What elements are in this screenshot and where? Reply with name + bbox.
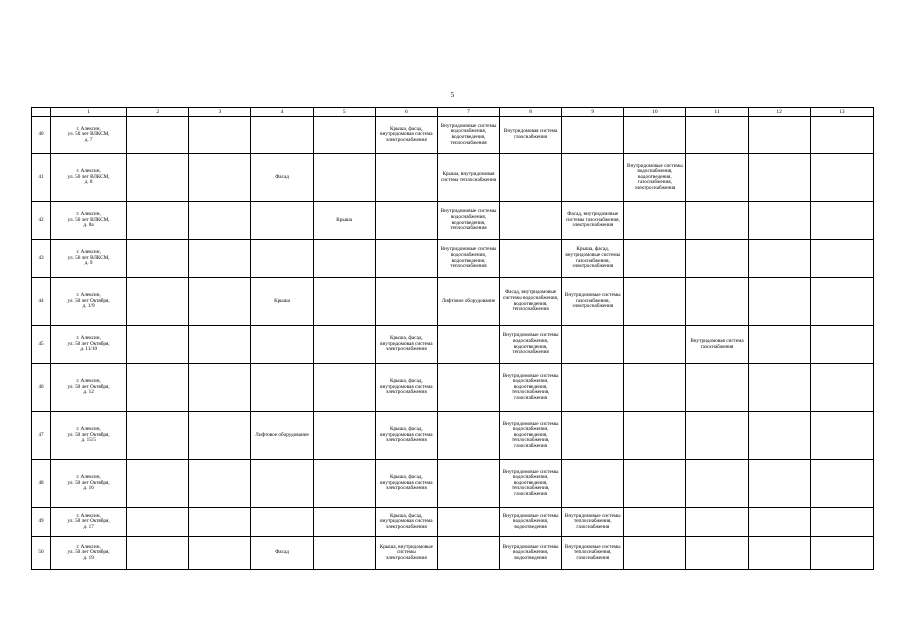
work-cell <box>748 154 810 202</box>
work-cell: Внутридомовые системы водоснабжения, водоотведения, теплоснабжения <box>437 117 499 154</box>
address-cell <box>51 278 127 326</box>
address-cell <box>51 508 127 537</box>
work-cell: Внутридомовые системы водоснабжения, водоотведения <box>500 508 562 537</box>
work-cell <box>686 537 748 570</box>
table-row <box>32 278 874 326</box>
work-cell: Внутридомовые системы водоснабжения, водоотведения, теплоснабжения, газоснабжения <box>500 460 562 508</box>
work-cell <box>313 154 375 202</box>
work-cell <box>313 412 375 460</box>
work-cell <box>500 240 562 278</box>
address-cell <box>51 460 127 508</box>
work-cell <box>748 460 810 508</box>
work-cell: Внутридомовые системы водоснабжения, водоотведения, газоснабжения, электроснабжения <box>624 154 686 202</box>
table-row <box>32 460 874 508</box>
address-cell <box>51 537 127 570</box>
work-cell: Крыша, фасад, внутридомовая система электроснабжения <box>375 460 437 508</box>
work-cell: Крыша <box>251 278 313 326</box>
address-line: д. 19 <box>83 554 94 561</box>
address-line: г. Алексин, <box>76 335 101 342</box>
column-header: 2 <box>127 108 189 117</box>
address-line: д. 15/5 <box>81 437 96 444</box>
work-cell <box>375 278 437 326</box>
work-cell: Фасад, внутридомовые системы водоснабжения, водоотведения, теплоснабжения <box>500 278 562 326</box>
work-cell: Крыша, фасад, внутридомовая система электроснабжения <box>375 412 437 460</box>
work-cell: Крыша <box>313 202 375 240</box>
table-row <box>32 364 874 412</box>
work-cell <box>127 326 189 364</box>
work-cell <box>189 202 251 240</box>
column-header: 10 <box>624 108 686 117</box>
work-cell <box>189 278 251 326</box>
column-header: 3 <box>189 108 251 117</box>
work-cell <box>127 117 189 154</box>
work-cell <box>686 460 748 508</box>
work-cell: Крыша, фасад, внутридомовые системы газоснабжения, электроснабжения <box>562 240 624 278</box>
work-cell <box>686 508 748 537</box>
address-line: д. 17 <box>83 523 94 530</box>
work-cell <box>437 460 499 508</box>
address-line: ул. 50 лет ВЛКСМ, <box>67 216 110 223</box>
address-line: г. Алексин, <box>76 426 101 433</box>
work-cell <box>624 460 686 508</box>
work-cell <box>624 364 686 412</box>
work-cell <box>437 326 499 364</box>
work-cell <box>748 412 810 460</box>
address-line: г. Алексин, <box>76 543 101 550</box>
address-line: д. 8 <box>84 179 93 186</box>
work-cell <box>127 412 189 460</box>
work-cell <box>127 278 189 326</box>
address-line: г. Алексин, <box>76 211 101 218</box>
work-cell <box>313 240 375 278</box>
work-cell <box>500 154 562 202</box>
column-header: 8 <box>500 108 562 117</box>
work-cell <box>810 364 873 412</box>
work-cell <box>313 508 375 537</box>
table-row <box>32 154 874 202</box>
repair-schedule-table <box>31 107 874 570</box>
work-cell <box>251 202 313 240</box>
address-line: ул. 50 лет Октября, <box>67 297 110 304</box>
work-cell <box>748 202 810 240</box>
row-number: 46 <box>32 364 51 412</box>
address-line: д. 7 <box>84 136 93 143</box>
work-cell <box>748 364 810 412</box>
address-line: ул. 50 лет ВЛКСМ, <box>67 173 110 180</box>
table-row <box>32 412 874 460</box>
work-cell: Крыша, фасад, внутридомовая система электроснабжения <box>375 364 437 412</box>
work-cell: Крыша, фасад, внутридомовая система электроснабжения <box>375 117 437 154</box>
work-cell <box>562 460 624 508</box>
work-cell <box>686 240 748 278</box>
work-cell: Внутридомовые системы водоснабжения, водоотведения, теплоснабжения, газоснабжения <box>500 412 562 460</box>
work-cell: Лифтовое оборудование <box>251 412 313 460</box>
address-line: д. 1/9 <box>82 303 95 310</box>
address-line: ул. 50 лет Октября, <box>67 340 110 347</box>
column-header: 1 <box>51 108 127 117</box>
work-cell: Внутридомовые системы водоснабжения, водоотведения, теплоснабжения <box>437 202 499 240</box>
work-cell <box>686 117 748 154</box>
row-number: 45 <box>32 326 51 364</box>
row-number: 41 <box>32 154 51 202</box>
address-line: д. 8а <box>83 222 94 229</box>
address-line: д. 9 <box>84 260 93 267</box>
work-cell <box>127 537 189 570</box>
work-cell <box>251 240 313 278</box>
work-cell <box>189 326 251 364</box>
work-cell: Внутридомовые системы газоснабжения, электроснабжения <box>562 278 624 326</box>
address-line: г. Алексин, <box>76 292 101 299</box>
work-cell <box>748 240 810 278</box>
work-cell <box>313 364 375 412</box>
work-cell <box>748 117 810 154</box>
address-line: г. Алексин, <box>76 125 101 132</box>
work-cell <box>562 364 624 412</box>
address-line: ул. 50 лет Октября, <box>67 518 110 525</box>
page-number: 5 <box>450 91 455 99</box>
work-cell <box>624 412 686 460</box>
work-cell <box>500 202 562 240</box>
work-cell: Крыша, фасад, внутридомовая система электроснабжения <box>375 508 437 537</box>
work-cell: Внутридомовые системы водоснабжения, водоотведения, теплоснабжения <box>500 326 562 364</box>
table-row <box>32 117 874 154</box>
address-line: г. Алексин, <box>76 378 101 385</box>
work-cell <box>624 508 686 537</box>
row-number: 49 <box>32 508 51 537</box>
header-row <box>32 108 874 117</box>
work-cell: Крыша, фасад, внутридомовая система электроснабжения <box>375 326 437 364</box>
table-row <box>32 202 874 240</box>
column-header: 4 <box>251 108 313 117</box>
work-cell <box>624 278 686 326</box>
work-cell: Крыша, внутридомовые системы электроснабжения <box>375 537 437 570</box>
work-cell <box>810 278 873 326</box>
work-cell <box>562 326 624 364</box>
work-cell <box>686 412 748 460</box>
work-cell <box>748 278 810 326</box>
column-header: 12 <box>748 108 810 117</box>
work-cell <box>437 364 499 412</box>
work-cell <box>810 117 873 154</box>
address-cell <box>51 202 127 240</box>
work-cell <box>624 537 686 570</box>
work-cell <box>375 240 437 278</box>
address-line: д. 16 <box>83 485 94 492</box>
work-cell <box>127 364 189 412</box>
work-cell <box>810 508 873 537</box>
work-cell <box>127 460 189 508</box>
work-cell: Лифтовое оборудование <box>437 278 499 326</box>
work-cell <box>189 508 251 537</box>
work-cell <box>624 326 686 364</box>
address-cell <box>51 240 127 278</box>
work-cell <box>748 537 810 570</box>
work-cell <box>437 508 499 537</box>
work-cell <box>251 326 313 364</box>
column-header: 6 <box>375 108 437 117</box>
column-header: 9 <box>562 108 624 117</box>
address-cell <box>51 412 127 460</box>
work-cell <box>189 117 251 154</box>
work-cell <box>748 326 810 364</box>
row-number: 47 <box>32 412 51 460</box>
work-cell <box>127 240 189 278</box>
column-header: 11 <box>686 108 748 117</box>
address-line: ул. 50 лет Октября, <box>67 549 110 556</box>
address-cell <box>51 117 127 154</box>
table-row <box>32 508 874 537</box>
work-cell: Внутридомовые системы водоснабжения, водоотведения, теплоснабжения, газоснабжения <box>500 364 562 412</box>
address-cell <box>51 326 127 364</box>
work-cell <box>686 364 748 412</box>
table-row <box>32 326 874 364</box>
work-cell <box>375 202 437 240</box>
table-row <box>32 240 874 278</box>
work-cell <box>810 412 873 460</box>
work-cell: Внутридомовые системы водоснабжения, водоотведения <box>500 537 562 570</box>
work-cell: Фасад, внутридомовые системы газоснабжения, электроснабжения <box>562 202 624 240</box>
address-line: д. 11/10 <box>80 346 98 353</box>
work-cell <box>810 460 873 508</box>
address-line: г. Алексин, <box>76 168 101 175</box>
address-line: г. Алексин, <box>76 249 101 256</box>
work-cell <box>251 460 313 508</box>
address-line: г. Алексин, <box>76 474 101 481</box>
address-line: г. Алексин, <box>76 512 101 519</box>
work-cell <box>810 537 873 570</box>
work-cell <box>810 240 873 278</box>
work-cell <box>127 154 189 202</box>
work-cell <box>313 537 375 570</box>
work-cell <box>313 117 375 154</box>
work-cell <box>251 364 313 412</box>
address-cell <box>51 154 127 202</box>
work-cell <box>313 326 375 364</box>
table-body <box>32 117 874 570</box>
work-cell: Фасад <box>251 537 313 570</box>
work-cell <box>313 460 375 508</box>
work-cell <box>686 278 748 326</box>
column-header: 5 <box>313 108 375 117</box>
work-cell <box>189 460 251 508</box>
work-cell <box>748 508 810 537</box>
work-cell <box>189 364 251 412</box>
address-line: ул. 50 лет ВЛКСМ, <box>67 131 110 138</box>
work-cell <box>251 508 313 537</box>
work-cell <box>375 154 437 202</box>
row-number: 48 <box>32 460 51 508</box>
work-cell: Внутридомовые системы теплоснабжения, газоснабжения <box>562 537 624 570</box>
work-cell <box>562 412 624 460</box>
work-cell: Фасад <box>251 154 313 202</box>
address-line: ул. 50 лет Октября, <box>67 383 110 390</box>
work-cell <box>189 537 251 570</box>
work-cell <box>562 154 624 202</box>
column-header: 13 <box>810 108 873 117</box>
row-number: 43 <box>32 240 51 278</box>
address-line: ул. 50 лет ВЛКСМ, <box>67 254 110 261</box>
work-cell <box>127 508 189 537</box>
row-number: 42 <box>32 202 51 240</box>
table-row <box>32 537 874 570</box>
row-number: 44 <box>32 278 51 326</box>
work-cell <box>624 117 686 154</box>
work-cell: Внутридомовая система газоснабжения <box>500 117 562 154</box>
work-cell <box>127 202 189 240</box>
column-header: 7 <box>437 108 499 117</box>
address-line: д. 12 <box>83 389 94 396</box>
work-cell <box>189 412 251 460</box>
work-cell <box>810 154 873 202</box>
work-cell <box>686 202 748 240</box>
work-cell: Внутридомовая система газоснабжения <box>686 326 748 364</box>
work-cell <box>313 278 375 326</box>
table-header <box>32 108 874 117</box>
work-cell <box>810 326 873 364</box>
work-cell <box>251 117 313 154</box>
work-cell: Внутридомовые системы теплоснабжения, газоснабжения <box>562 508 624 537</box>
address-line: ул. 50 лет Октября, <box>67 479 110 486</box>
address-line: ул. 50 лет Октября, <box>67 431 110 438</box>
work-cell: Внутридомовые системы водоснабжения, водоотведения, теплоснабжения <box>437 240 499 278</box>
row-number: 50 <box>32 537 51 570</box>
column-header <box>32 108 51 117</box>
work-cell <box>686 154 748 202</box>
work-cell <box>437 537 499 570</box>
work-cell: Крыша, внутридомовая система теплоснабжения <box>437 154 499 202</box>
work-cell <box>562 117 624 154</box>
row-number: 40 <box>32 117 51 154</box>
work-cell <box>810 202 873 240</box>
work-cell <box>624 240 686 278</box>
address-cell <box>51 364 127 412</box>
work-cell <box>189 154 251 202</box>
work-cell <box>189 240 251 278</box>
work-cell <box>437 412 499 460</box>
work-cell <box>624 202 686 240</box>
